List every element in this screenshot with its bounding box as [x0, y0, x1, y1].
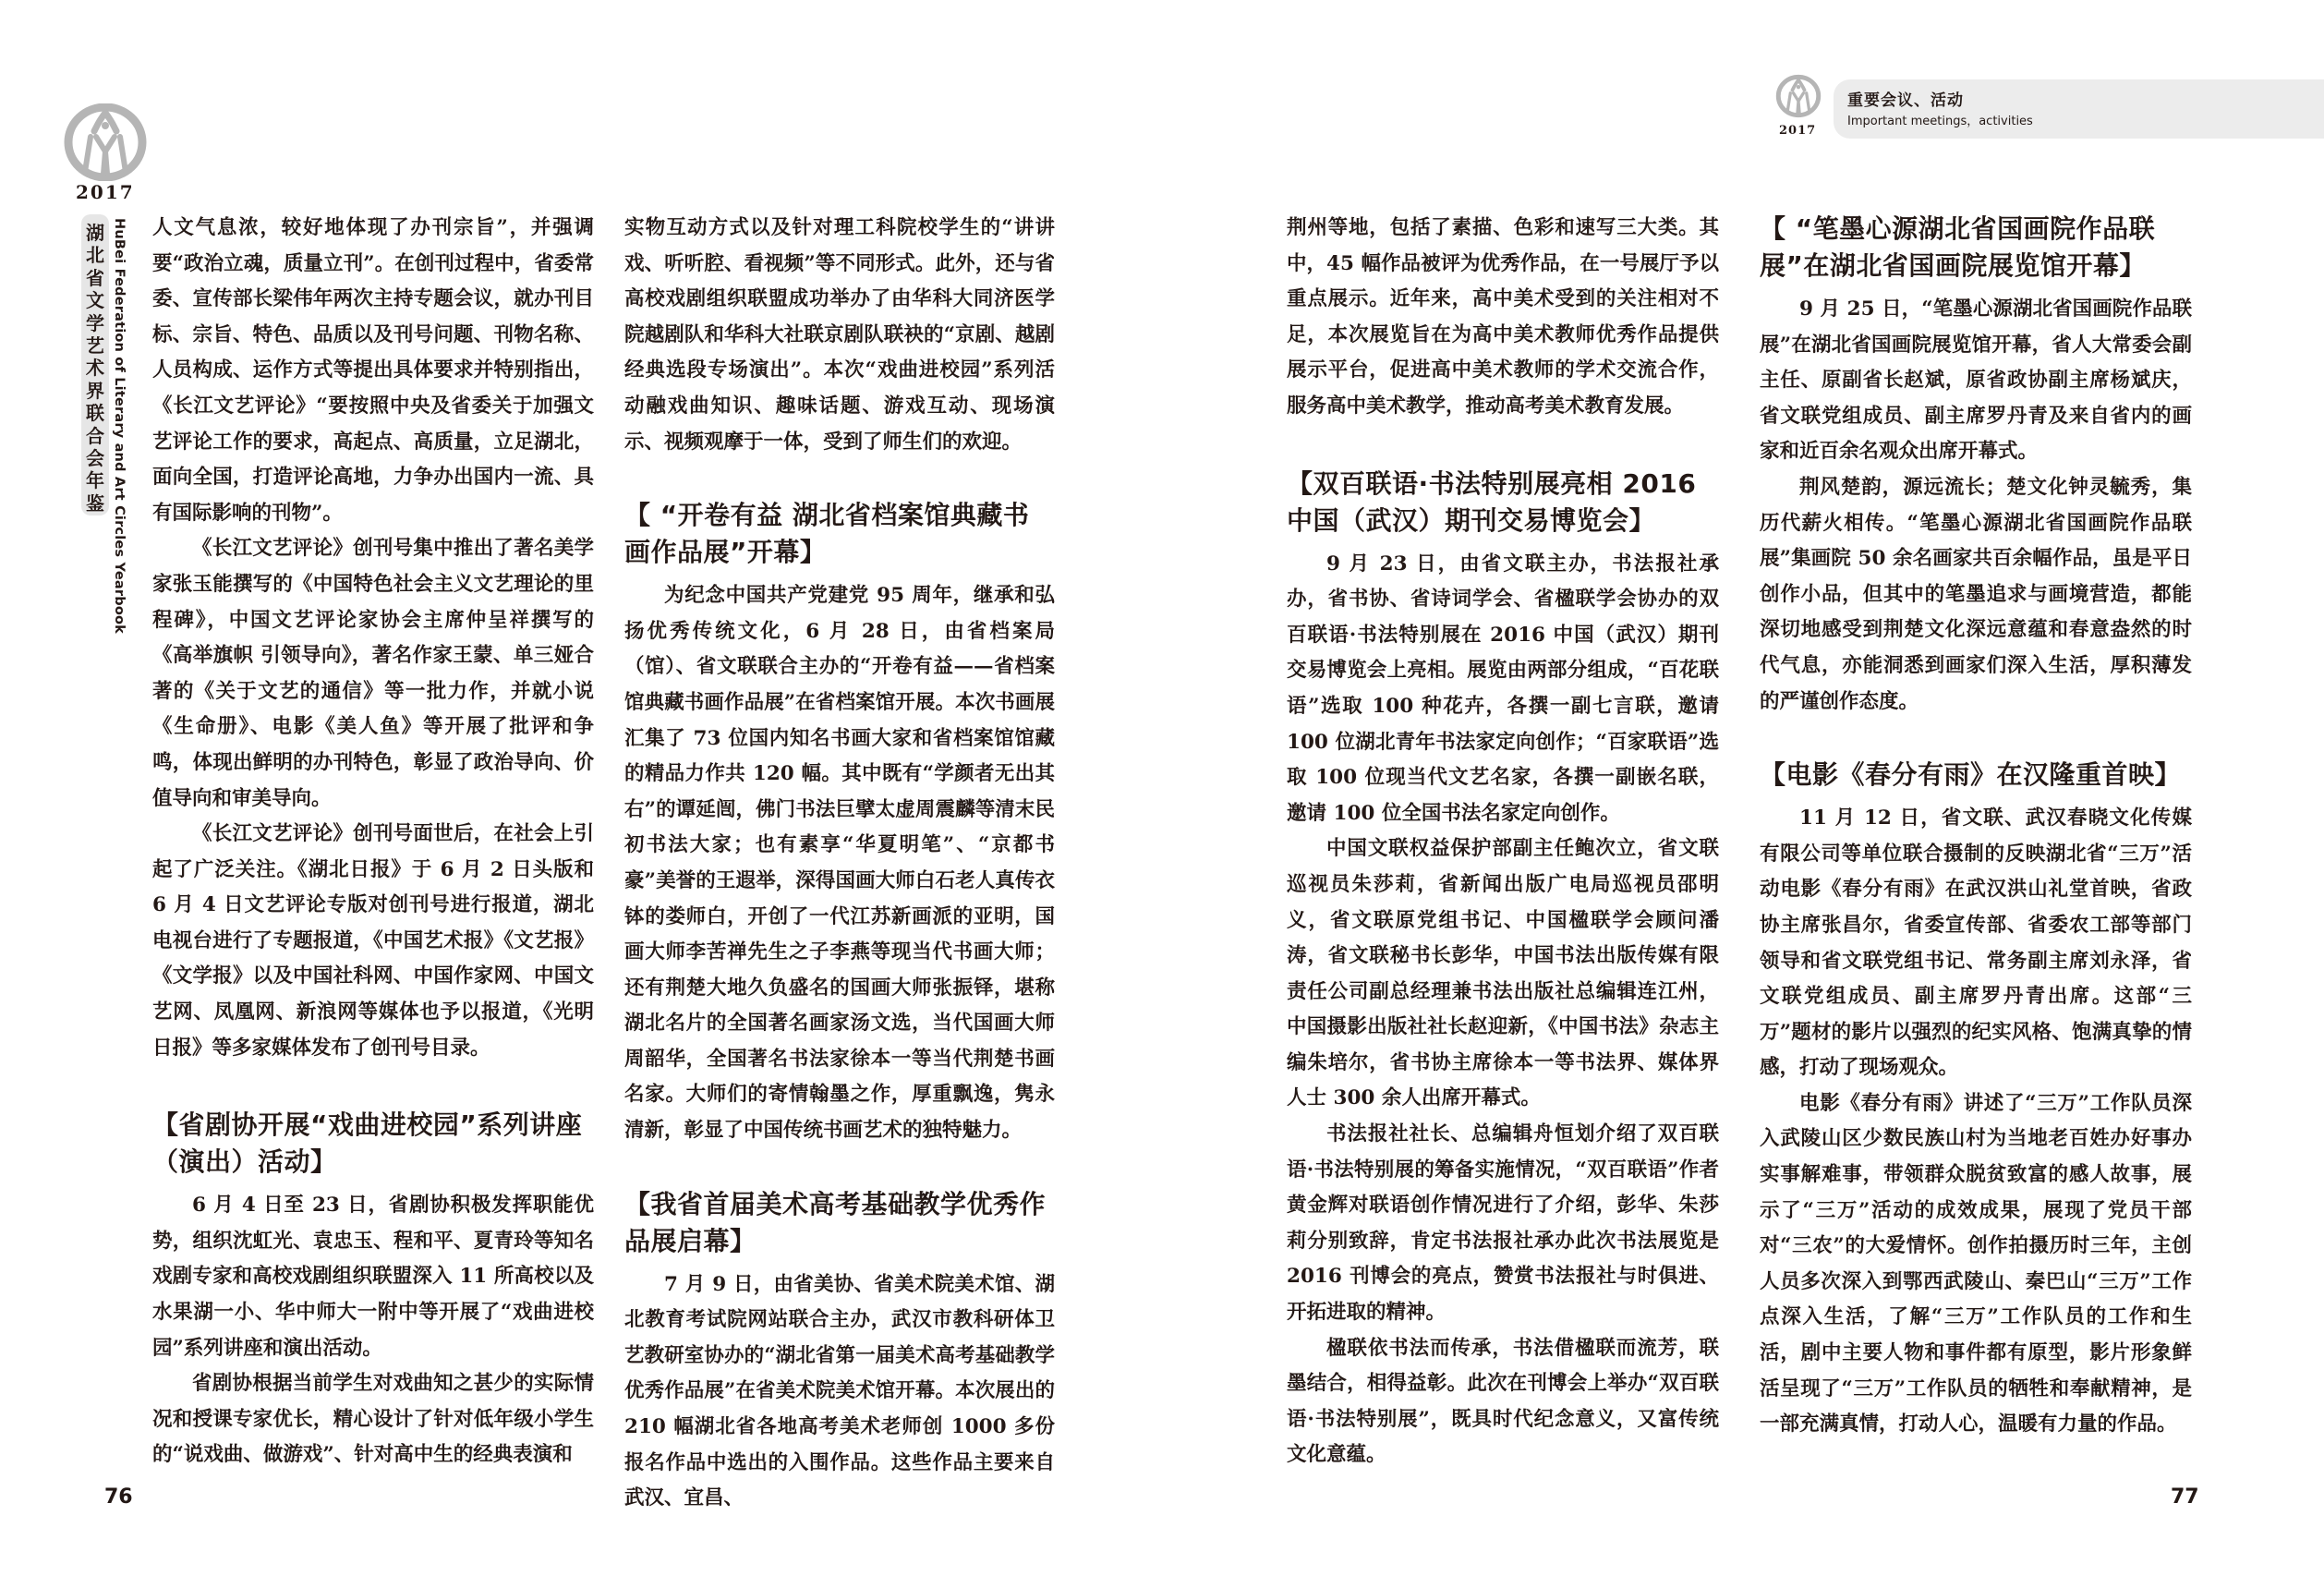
section-heading: 【 “开卷有益 湖北省档案馆典藏书画作品展”开幕】	[624, 500, 1030, 568]
page-number-left: 76	[104, 1485, 133, 1509]
section-title-cn: 重要会议、活动	[1847, 91, 1964, 110]
yearbook-year-left: 2017	[76, 181, 135, 203]
article-column-4	[1760, 211, 2192, 1443]
sidebar-char: 年	[86, 469, 104, 492]
sidebar-char: 省	[86, 266, 104, 289]
sidebar-title-cn	[85, 222, 105, 515]
section-heading: 【省剧协开展“戏曲进校园”系列讲座（演出）活动】	[152, 1109, 583, 1178]
paragraph: 《长江文艺评论》创刊号面世后，在社会上引起了广泛关注。《湖北日报》于 6 月 2 日头版和 6 月 4 日文艺评论专版对创刊号进行报道，湖北电视台进行了专题报道，《中国艺术报》《文艺报》《文学报》以及中国社科网、中国作家网、中国文艺网、凤凰网、新浪网等媒体也予以报道，《光明日报》等多家媒体发布了创刊号目录。	[152, 822, 594, 1060]
section-title-en: Important meetings，activities	[1847, 115, 2033, 128]
paragraph: 9 月 23 日，由省文联主办，书法报社承办，省书协、省诗词学会、省楹联学会协办的双百联语·书法特别展在 2016 中国（武汉）期刊交易博览会上亮相。展览由两部分组成，“百花联语”选取 100 种花卉，各撰一副七言联，邀请 100 位湖北青年书法家定向创作；“百家联语”选取 100 位现当代文艺名家，各撰一副嵌名联，邀请 100 位全国书法名家定向创作。	[1287, 552, 1719, 825]
sidebar-char: 会	[86, 447, 104, 470]
sidebar-char: 术	[86, 357, 104, 380]
paragraph: 荆风楚韵，源远流长；楚文化钟灵毓秀，集历代薪火相传。“笔墨心源湖北省国画院作品联展”集画院 50 余名画家共百余幅作品，虽是平日创作小品，但其中的笔墨追求与画境营造，都能深切地感受到荆楚文化深远意蕴和春意盎然的时代气息，亦能洞悉到画家们深入生活，厚积薄发的严谨创作态度。	[1760, 475, 2192, 713]
page-number-right: 77	[2171, 1485, 2199, 1509]
paragraph: 省剧协根据当前学生对戏曲知之甚少的实际情况和授课专家优长，精心设计了针对低年级小学生的“说戏曲、做游戏”、针对高中生的经典表演和	[152, 1372, 594, 1467]
sidebar-char: 北	[86, 244, 104, 267]
sidebar-char: 界	[86, 379, 104, 402]
sidebar-char: 艺	[86, 334, 104, 358]
yearbook-year-right: 2017	[1779, 124, 1817, 138]
sidebar-char: 学	[86, 311, 104, 334]
article-column-2	[624, 211, 1055, 1517]
sidebar-char: 文	[86, 289, 104, 312]
article-column-3	[1287, 211, 1719, 1473]
paragraph: 《长江文艺评论》创刊号集中推出了著名美学家张玉能撰写的《中国特色社会主义文艺理论的里程碑》，中国文艺评论家协会主席仲呈祥撰写的《高举旗帜 引领导向》，著名作家王蒙、单三娅合著的《关于文艺的通信》等一批力作，并就小说《生命册》、电影《美人鱼》等开展了批评和争鸣，体现出鲜明的办刊特色，彰显了政治导向、价值导向和审美导向。	[152, 537, 594, 810]
paragraph: 6 月 4 日至 23 日，省剧协积极发挥职能优势，组织沈虹光、袁忠玉、程和平、夏青玲等知名戏剧专家和高校戏剧组织联盟深入 11 所高校以及水果湖一小、华中师大一附中等开展了“戏曲进校园”系列讲座和演出活动。	[152, 1194, 594, 1360]
paragraph: 书法报社社长、总编辑舟恒划介绍了双百联语·书法特别展的筹备实施情况，“双百联语”作者黄金辉对联语创作情况进行了介绍，彭华、朱莎莉分别致辞，肯定书法报社承办此次书法展览是 2016 刊博会的亮点，赞赏书法报社与时俱进、开拓进取的精神。	[1287, 1122, 1719, 1325]
sidebar-char: 鉴	[86, 491, 104, 515]
section-heading: 【电影《春分有雨》在汉隆重首映】	[1760, 759, 2182, 791]
federation-logo-left	[63, 103, 148, 181]
paragraph: 荆州等地，包括了素描、色彩和速写三大类。其中，45 幅作品被评为优秀作品，在一号展厅予以重点展示。近年来，高中美术受到的关注相对不足，本次展览旨在为高中美术教师优秀作品提供展示平台，促进高中美术教师的学术交流合作，服务高中美术教学，推动高考美术教育发展。	[1287, 216, 1719, 418]
article-column-1	[152, 211, 594, 1473]
section-heading: 【 “笔墨心源湖北省国画院作品联展”在湖北省国画院展览馆开幕】	[1760, 213, 2156, 281]
sidebar-title-en: HuBei Federation of Literary and Art Circles Yearbook	[112, 218, 127, 634]
paragraph: 人文气息浓，较好地体现了办刊宗旨”，并强调要“政治立魂，质量立刊”。在创刊过程中，省委常委、宣传部长梁伟年两次主持专题会议，就办刊目标、宗旨、特色、品质以及刊号问题、刊物名称、人员构成、运作方式等提出具体要求并特别指出，《长江文艺评论》“要按照中央及省委关于加强文艺评论工作的要求，高起点、高质量，立足湖北，面向全国，打造评论高地，力争办出国内一流、具有国际影响的刊物”。	[152, 216, 594, 525]
section-heading: 【双百联语·书法特别展亮相 2016 中国（武汉）期刊交易博览会】	[1287, 467, 1697, 536]
section-heading: 【我省首届美术高考基础教学优秀作品展启幕】	[624, 1188, 1047, 1256]
sidebar-char: 合	[86, 424, 104, 447]
federation-seal-icon	[63, 103, 148, 181]
paragraph: 实物互动方式以及针对理工科院校学生的“讲讲戏、听听腔、看视频”等不同形式。此外，还与省高校戏剧组织联盟成功举办了由华科大同济医学院越剧队和华科大社联京剧队联袂的“京剧、越剧经典选段专场演出”。本次“戏曲进校园”系列活动融戏曲知识、趣味话题、游戏互动、现场演示、视频观摩于一体，受到了师生们的欢迎。	[624, 216, 1055, 454]
paragraph: 楹联依书法而传承，书法借楹联而流芳，联墨结合，相得益彰。此次在刊博会上举办“双百联语·书法特别展”，既具时代纪念意义，又富传统文化意蕴。	[1287, 1336, 1719, 1467]
paragraph: 为纪念中国共产党建党 95 周年，继承和弘扬优秀传统文化，6 月 28 日，由省档案局（馆）、省文联联合主办的“开卷有益——省档案馆典藏书画作品展”在省档案馆开展。本次书画展汇集了 73 位国内知名书画大家和省档案馆馆藏的精品力作共 120 幅。其中既有“学颜者无出其右”的谭延闿，佛门书法巨擘太虚周震麟等清末民初书法大家；也有素享“华夏明笔”、“京都书豪”美誉的王遐举，深得国画大师白石老人真传衣钵的娄师白，开创了一代江苏新画派的亚明，国画大师李苦禅先生之子李燕等现当代书画大师；还有荆楚大地久负盛名的国画大师张振铎，堪称湖北名片的全国著名画家汤文选，当代国画大师周韶华，全国著名书法家徐本一等当代荆楚书画名家。大师们的寄情翰墨之作，厚重飘逸，隽永清新，彰显了中国传统书画艺术的独特魅力。	[624, 584, 1055, 1143]
paragraph: 电影《春分有雨》讲述了“三万”工作队员深入武陵山区少数民族山村为当地老百姓办好事办实事解难事，带领群众脱贫致富的感人故事，展示了“三万”活动的成效成果，展现了党员干部对“三农”的大爱情怀。创作拍摄历时三年，主创人员多次深入到鄂西武陵山、秦巴山“三万”工作点深入生活，了解“三万”工作队员的工作和生活，剧中主要人物和事件都有原型，影片形象鲜活呈现了“三万”工作队员的牺牲和奉献精神，是一部充满真情，打动人心，温暖有力量的作品。	[1760, 1091, 2192, 1436]
paragraph: 中国文联权益保护部副主任鲍次立，省文联巡视员朱莎莉，省新闻出版广电局巡视员邵明义，省文联原党组书记、中国楹联学会顾问潘涛，省文联秘书长彭华，中国书法出版传媒有限责任公司副总经理兼书法出版社总编辑连江州，中国摄影出版社社长赵迎新，《中国书法》杂志主编朱培尔，省书协主席徐本一等书法界、媒体界人士 300 余人出席开幕式。	[1287, 837, 1719, 1110]
paragraph: 7 月 9 日，由省美协、省美术院美术馆、湖北教育考试院网站联合主办，武汉市教科研体卫艺教研室协办的“湖北省第一届美术高考基础教学优秀作品展”在省美术院美术馆开幕。本次展出的 210 幅湖北省各地高考美术老师创 1000 多份报名作品中选出的入围作品。这些作品主要来自武汉、宜昌、	[624, 1272, 1055, 1510]
federation-seal-icon	[1775, 74, 1822, 118]
paragraph: 9 月 25 日，“笔墨心源湖北省国画院作品联展”在湖北省国画院展览馆开幕，省人大常委会副主任、原副省长赵斌，原省政协副主席杨斌庆，省文联党组成员、副主席罗丹青及来自省内的画家和近百余名观众出席开幕式。	[1760, 297, 2192, 464]
sidebar-char: 湖	[86, 222, 104, 244]
paragraph: 11 月 12 日，省文联、武汉春晓文化传媒有限公司等单位联合摄制的反映湖北省“三万”活动电影《春分有雨》在武汉洪山礼堂首映，省政协主席张昌尔，省委宣传部、省委农工部等部门领导和省文联党组书记、常务副主席刘永泽，省文联党组成员、副主席罗丹青出席。这部“三万”题材的影片以强烈的纪实风格、饱满真挚的情感，打动了现场观众。	[1760, 806, 2192, 1080]
sidebar-char: 联	[86, 402, 104, 425]
federation-logo-right	[1775, 74, 1822, 118]
